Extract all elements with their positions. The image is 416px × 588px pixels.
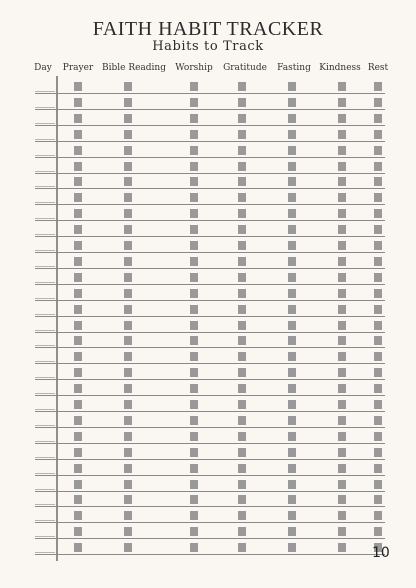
habit-checkbox[interactable]	[190, 241, 198, 250]
habit-checkbox[interactable]	[238, 400, 246, 409]
habit-checkbox[interactable]	[288, 336, 296, 345]
habit-checkbox[interactable]	[124, 448, 132, 457]
habit-checkbox[interactable]	[338, 98, 346, 107]
habit-checkbox[interactable]	[288, 352, 296, 361]
habit-checkbox[interactable]	[124, 527, 132, 536]
habit-checkbox[interactable]	[238, 273, 246, 282]
habit-checkbox[interactable]	[288, 146, 296, 155]
day-write-line	[35, 218, 55, 219]
habit-checkbox[interactable]	[124, 384, 132, 393]
habit-checkbox[interactable]	[74, 257, 82, 266]
habit-checkbox[interactable]	[124, 130, 132, 139]
habit-checkbox[interactable]	[338, 480, 346, 489]
habit-checkbox[interactable]	[190, 336, 198, 345]
habit-checkbox[interactable]	[74, 289, 82, 298]
habit-checkbox[interactable]	[288, 114, 296, 123]
tracker-row	[35, 172, 385, 189]
habit-checkbox[interactable]	[190, 527, 198, 536]
habit-checkbox[interactable]	[374, 289, 382, 298]
tracker-row	[35, 316, 385, 333]
habit-checkbox[interactable]	[238, 177, 246, 186]
habit-checkbox[interactable]	[374, 352, 382, 361]
habit-checkbox[interactable]	[338, 257, 346, 266]
habit-checkbox[interactable]	[338, 495, 346, 504]
habit-checkbox[interactable]	[124, 146, 132, 155]
habit-checkbox[interactable]	[190, 146, 198, 155]
day-write-line	[35, 139, 55, 140]
habit-checkbox[interactable]	[124, 98, 132, 107]
habit-checkbox[interactable]	[338, 305, 346, 314]
habit-checkbox[interactable]	[374, 400, 382, 409]
habit-checkbox[interactable]	[288, 368, 296, 377]
habit-checkbox[interactable]	[190, 209, 198, 218]
day-write-line	[35, 504, 55, 505]
habit-checkbox[interactable]	[374, 464, 382, 473]
page-number: 10	[372, 545, 390, 561]
habit-checkbox[interactable]	[190, 448, 198, 457]
day-write-line	[35, 520, 55, 521]
habit-checkbox[interactable]	[288, 225, 296, 234]
habit-checkbox[interactable]	[74, 448, 82, 457]
habit-checkbox[interactable]	[338, 511, 346, 520]
tracker-row	[35, 125, 385, 142]
habit-checkbox[interactable]	[338, 193, 346, 202]
habit-checkbox[interactable]	[238, 162, 246, 171]
habit-checkbox[interactable]	[288, 82, 296, 91]
habit-checkbox[interactable]	[74, 543, 82, 552]
habit-checkbox[interactable]	[238, 98, 246, 107]
tracker-row	[35, 538, 385, 555]
habit-checkbox[interactable]	[238, 305, 246, 314]
day-write-line	[35, 202, 55, 203]
habit-checkbox[interactable]	[288, 193, 296, 202]
habit-checkbox[interactable]	[74, 416, 82, 425]
habit-checkbox[interactable]	[238, 511, 246, 520]
habit-checkbox[interactable]	[288, 480, 296, 489]
habit-checkbox[interactable]	[238, 321, 246, 330]
habit-checkbox[interactable]	[238, 527, 246, 536]
habit-checkbox[interactable]	[74, 82, 82, 91]
tracker-row	[35, 157, 385, 174]
habit-checkbox[interactable]	[374, 257, 382, 266]
habit-checkbox[interactable]	[190, 289, 198, 298]
habit-checkbox[interactable]	[190, 257, 198, 266]
habit-checkbox[interactable]	[74, 193, 82, 202]
habit-checkbox[interactable]	[74, 384, 82, 393]
habit-checkbox[interactable]	[190, 464, 198, 473]
habit-checkbox[interactable]	[190, 98, 198, 107]
habit-checkbox[interactable]	[238, 289, 246, 298]
tracker-row	[35, 109, 385, 126]
habit-checkbox[interactable]	[288, 130, 296, 139]
column-header-gratitude: Gratitude	[223, 63, 267, 73]
tracker-row	[35, 522, 385, 539]
habit-checkbox[interactable]	[190, 368, 198, 377]
tracker-row	[35, 284, 385, 301]
column-header-worship: Worship	[175, 63, 213, 73]
habit-checkbox[interactable]	[238, 82, 246, 91]
habit-checkbox[interactable]	[338, 543, 346, 552]
habit-checkbox[interactable]	[288, 432, 296, 441]
habit-checkbox[interactable]	[338, 289, 346, 298]
tracker-row	[35, 475, 385, 492]
habit-checkbox[interactable]	[374, 209, 382, 218]
habit-checkbox[interactable]	[338, 448, 346, 457]
habit-checkbox[interactable]	[74, 400, 82, 409]
habit-checkbox[interactable]	[124, 241, 132, 250]
habit-checkbox[interactable]	[338, 527, 346, 536]
habit-checkbox[interactable]	[124, 257, 132, 266]
habit-checkbox[interactable]	[238, 432, 246, 441]
day-write-line	[35, 409, 55, 410]
tracker-row	[35, 395, 385, 412]
tracker-row	[35, 427, 385, 444]
habit-checkbox[interactable]	[288, 241, 296, 250]
habit-checkbox[interactable]	[238, 368, 246, 377]
tracker-row	[35, 411, 385, 428]
column-header-kindness: Kindness	[319, 63, 361, 73]
tracker-row	[35, 236, 385, 253]
habit-checkbox[interactable]	[238, 464, 246, 473]
habit-checkbox[interactable]	[338, 130, 346, 139]
tracker-row	[35, 506, 385, 523]
habit-checkbox[interactable]	[288, 305, 296, 314]
day-write-line	[35, 314, 55, 315]
habit-checkbox[interactable]	[338, 225, 346, 234]
column-header-prayer: Prayer	[62, 63, 94, 73]
habit-checkbox[interactable]	[238, 352, 246, 361]
day-write-line	[35, 377, 55, 378]
habit-checkbox[interactable]	[74, 495, 82, 504]
habit-checkbox[interactable]	[190, 432, 198, 441]
habit-checkbox[interactable]	[238, 114, 246, 123]
tracker-row	[35, 490, 385, 507]
habit-checkbox[interactable]	[288, 495, 296, 504]
tracker-row	[35, 459, 385, 476]
habit-checkbox[interactable]	[74, 225, 82, 234]
habit-checkbox[interactable]	[238, 480, 246, 489]
habit-checkbox[interactable]	[74, 336, 82, 345]
habit-checkbox[interactable]	[238, 193, 246, 202]
habit-checkbox[interactable]	[124, 82, 132, 91]
habit-checkbox[interactable]	[338, 209, 346, 218]
day-write-line	[35, 250, 55, 251]
tracker-row	[35, 363, 385, 380]
habit-checkbox[interactable]	[374, 448, 382, 457]
habit-checkbox[interactable]	[338, 177, 346, 186]
day-write-line	[35, 155, 55, 156]
habit-checkbox[interactable]	[374, 98, 382, 107]
habit-checkbox[interactable]	[288, 384, 296, 393]
habit-checkbox[interactable]	[338, 368, 346, 377]
habit-checkbox[interactable]	[124, 543, 132, 552]
day-write-line	[35, 393, 55, 394]
habit-checkbox[interactable]	[374, 305, 382, 314]
habit-checkbox[interactable]	[338, 82, 346, 91]
habit-checkbox[interactable]	[288, 209, 296, 218]
day-write-line	[35, 91, 55, 92]
habit-checkbox[interactable]	[288, 527, 296, 536]
habit-checkbox[interactable]	[338, 273, 346, 282]
habit-checkbox[interactable]	[124, 289, 132, 298]
habit-checkbox[interactable]	[374, 162, 382, 171]
day-write-line	[35, 425, 55, 426]
habit-checkbox[interactable]	[74, 177, 82, 186]
habit-checkbox[interactable]	[288, 289, 296, 298]
habit-checkbox[interactable]	[74, 305, 82, 314]
habit-checkbox[interactable]	[74, 480, 82, 489]
habit-checkbox[interactable]	[190, 321, 198, 330]
habit-checkbox[interactable]	[74, 321, 82, 330]
habit-checkbox[interactable]	[288, 416, 296, 425]
day-write-line	[35, 298, 55, 299]
habit-checkbox[interactable]	[288, 448, 296, 457]
day-write-line	[35, 171, 55, 172]
tracker-row	[35, 204, 385, 221]
habit-checkbox[interactable]	[374, 368, 382, 377]
habit-checkbox[interactable]	[74, 432, 82, 441]
habit-checkbox[interactable]	[74, 114, 82, 123]
habit-checkbox[interactable]	[124, 416, 132, 425]
habit-checkbox[interactable]	[374, 495, 382, 504]
habit-checkbox[interactable]	[124, 225, 132, 234]
tracker-row	[35, 252, 385, 269]
habit-checkbox[interactable]	[288, 321, 296, 330]
habit-checkbox[interactable]	[190, 193, 198, 202]
habit-checkbox[interactable]	[288, 177, 296, 186]
tracker-row	[35, 443, 385, 460]
day-write-line	[35, 361, 55, 362]
habit-checkbox[interactable]	[74, 162, 82, 171]
habit-checkbox[interactable]	[374, 480, 382, 489]
habit-checkbox[interactable]	[238, 257, 246, 266]
habit-checkbox[interactable]	[374, 177, 382, 186]
habit-checkbox[interactable]	[374, 241, 382, 250]
habit-checkbox[interactable]	[124, 114, 132, 123]
habit-checkbox[interactable]	[238, 448, 246, 457]
habit-checkbox[interactable]	[238, 336, 246, 345]
habit-checkbox[interactable]	[74, 527, 82, 536]
tracker-row	[35, 300, 385, 317]
habit-checkbox[interactable]	[124, 495, 132, 504]
habit-checkbox[interactable]	[190, 384, 198, 393]
day-write-line	[35, 473, 55, 474]
habit-checkbox[interactable]	[74, 368, 82, 377]
habit-checkbox[interactable]	[190, 495, 198, 504]
habit-checkbox[interactable]	[374, 416, 382, 425]
habit-checkbox[interactable]	[74, 464, 82, 473]
habit-checkbox[interactable]	[238, 543, 246, 552]
habit-checkbox[interactable]	[190, 511, 198, 520]
row-rule	[35, 554, 385, 555]
habit-checkbox[interactable]	[124, 352, 132, 361]
habit-checkbox[interactable]	[288, 162, 296, 171]
habit-checkbox[interactable]	[124, 511, 132, 520]
day-write-line	[35, 489, 55, 490]
habit-checkbox[interactable]	[74, 241, 82, 250]
habit-checkbox[interactable]	[190, 352, 198, 361]
day-write-line	[35, 441, 55, 442]
habit-checkbox[interactable]	[74, 98, 82, 107]
habit-checkbox[interactable]	[238, 416, 246, 425]
tracker-row	[35, 220, 385, 237]
habit-checkbox[interactable]	[338, 336, 346, 345]
habit-checkbox[interactable]	[238, 495, 246, 504]
habit-checkbox[interactable]	[74, 352, 82, 361]
habit-checkbox[interactable]	[124, 177, 132, 186]
habit-checkbox[interactable]	[124, 400, 132, 409]
habit-checkbox[interactable]	[288, 464, 296, 473]
habit-checkbox[interactable]	[190, 305, 198, 314]
tracker-row	[35, 77, 385, 94]
habit-checkbox[interactable]	[374, 82, 382, 91]
habit-checkbox[interactable]	[374, 336, 382, 345]
habit-checkbox[interactable]	[190, 273, 198, 282]
habit-checkbox[interactable]	[190, 114, 198, 123]
tracker-row	[35, 347, 385, 364]
habit-checkbox[interactable]	[190, 177, 198, 186]
habit-checkbox[interactable]	[124, 321, 132, 330]
habit-checkbox[interactable]	[288, 273, 296, 282]
habit-checkbox[interactable]	[338, 432, 346, 441]
habit-checkbox[interactable]	[374, 321, 382, 330]
tracker-row	[35, 331, 385, 348]
page-subtitle: Habits to Track	[152, 39, 264, 54]
tracker-row	[35, 268, 385, 285]
day-write-line	[35, 123, 55, 124]
day-write-line	[35, 552, 55, 553]
habit-checkbox[interactable]	[238, 225, 246, 234]
habit-checkbox[interactable]	[338, 416, 346, 425]
day-write-line	[35, 330, 55, 331]
habit-checkbox[interactable]	[74, 273, 82, 282]
habit-checkbox[interactable]	[338, 146, 346, 155]
page-title: FAITH HABIT TRACKER	[92, 18, 324, 40]
habit-checkbox[interactable]	[374, 273, 382, 282]
tracker-row	[35, 188, 385, 205]
day-write-line	[35, 266, 55, 267]
day-write-line	[35, 234, 55, 235]
day-write-line	[35, 107, 55, 108]
column-header-rest: Rest	[367, 63, 389, 73]
habit-checkbox[interactable]	[374, 527, 382, 536]
habit-checkbox[interactable]	[338, 464, 346, 473]
habit-checkbox[interactable]	[288, 511, 296, 520]
day-write-line	[35, 457, 55, 458]
habit-checkbox[interactable]	[374, 384, 382, 393]
habit-checkbox[interactable]	[74, 511, 82, 520]
habit-checkbox[interactable]	[124, 273, 132, 282]
habit-checkbox[interactable]	[74, 146, 82, 155]
habit-checkbox[interactable]	[190, 162, 198, 171]
habit-checkbox[interactable]	[190, 416, 198, 425]
habit-checkbox[interactable]	[338, 114, 346, 123]
day-write-line	[35, 186, 55, 187]
habit-checkbox[interactable]	[124, 162, 132, 171]
habit-checkbox[interactable]	[288, 400, 296, 409]
habit-checkbox[interactable]	[124, 336, 132, 345]
habit-checkbox[interactable]	[374, 225, 382, 234]
habit-checkbox[interactable]	[374, 511, 382, 520]
habit-checkbox[interactable]	[124, 305, 132, 314]
habit-checkbox[interactable]	[74, 209, 82, 218]
habit-checkbox[interactable]	[190, 82, 198, 91]
habit-checkbox[interactable]	[124, 480, 132, 489]
habit-checkbox[interactable]	[238, 241, 246, 250]
habit-checkbox[interactable]	[338, 384, 346, 393]
habit-checkbox[interactable]	[238, 209, 246, 218]
habit-checkbox[interactable]	[288, 257, 296, 266]
habit-checkbox[interactable]	[338, 400, 346, 409]
tracker-row	[35, 141, 385, 158]
habit-checkbox[interactable]	[190, 480, 198, 489]
habit-checkbox[interactable]	[338, 352, 346, 361]
tracker-row	[35, 93, 385, 110]
habit-checkbox[interactable]	[74, 130, 82, 139]
habit-checkbox[interactable]	[124, 368, 132, 377]
habit-checkbox[interactable]	[190, 400, 198, 409]
habit-checkbox[interactable]	[374, 432, 382, 441]
habit-checkbox[interactable]	[124, 464, 132, 473]
column-header-day: Day	[34, 63, 52, 73]
habit-checkbox[interactable]	[288, 98, 296, 107]
habit-checkbox[interactable]	[238, 146, 246, 155]
habit-checkbox[interactable]	[238, 384, 246, 393]
habit-checkbox[interactable]	[124, 432, 132, 441]
habit-checkbox[interactable]	[190, 225, 198, 234]
habit-checkbox[interactable]	[338, 162, 346, 171]
column-header-bible-reading: Bible Reading	[102, 63, 166, 73]
habit-checkbox[interactable]	[338, 321, 346, 330]
habit-checkbox[interactable]	[190, 130, 198, 139]
habit-checkbox[interactable]	[124, 209, 132, 218]
habit-checkbox[interactable]	[338, 241, 346, 250]
habit-checkbox[interactable]	[374, 146, 382, 155]
habit-checkbox[interactable]	[288, 543, 296, 552]
habit-checkbox[interactable]	[374, 193, 382, 202]
tracker-row	[35, 379, 385, 396]
day-write-line	[35, 282, 55, 283]
habit-checkbox[interactable]	[124, 193, 132, 202]
habit-checkbox[interactable]	[238, 130, 246, 139]
day-write-line	[35, 345, 55, 346]
habit-checkbox[interactable]	[374, 130, 382, 139]
day-write-line	[35, 536, 55, 537]
habit-checkbox[interactable]	[190, 543, 198, 552]
habit-checkbox[interactable]	[374, 114, 382, 123]
column-header-fasting: Fasting	[277, 63, 311, 73]
